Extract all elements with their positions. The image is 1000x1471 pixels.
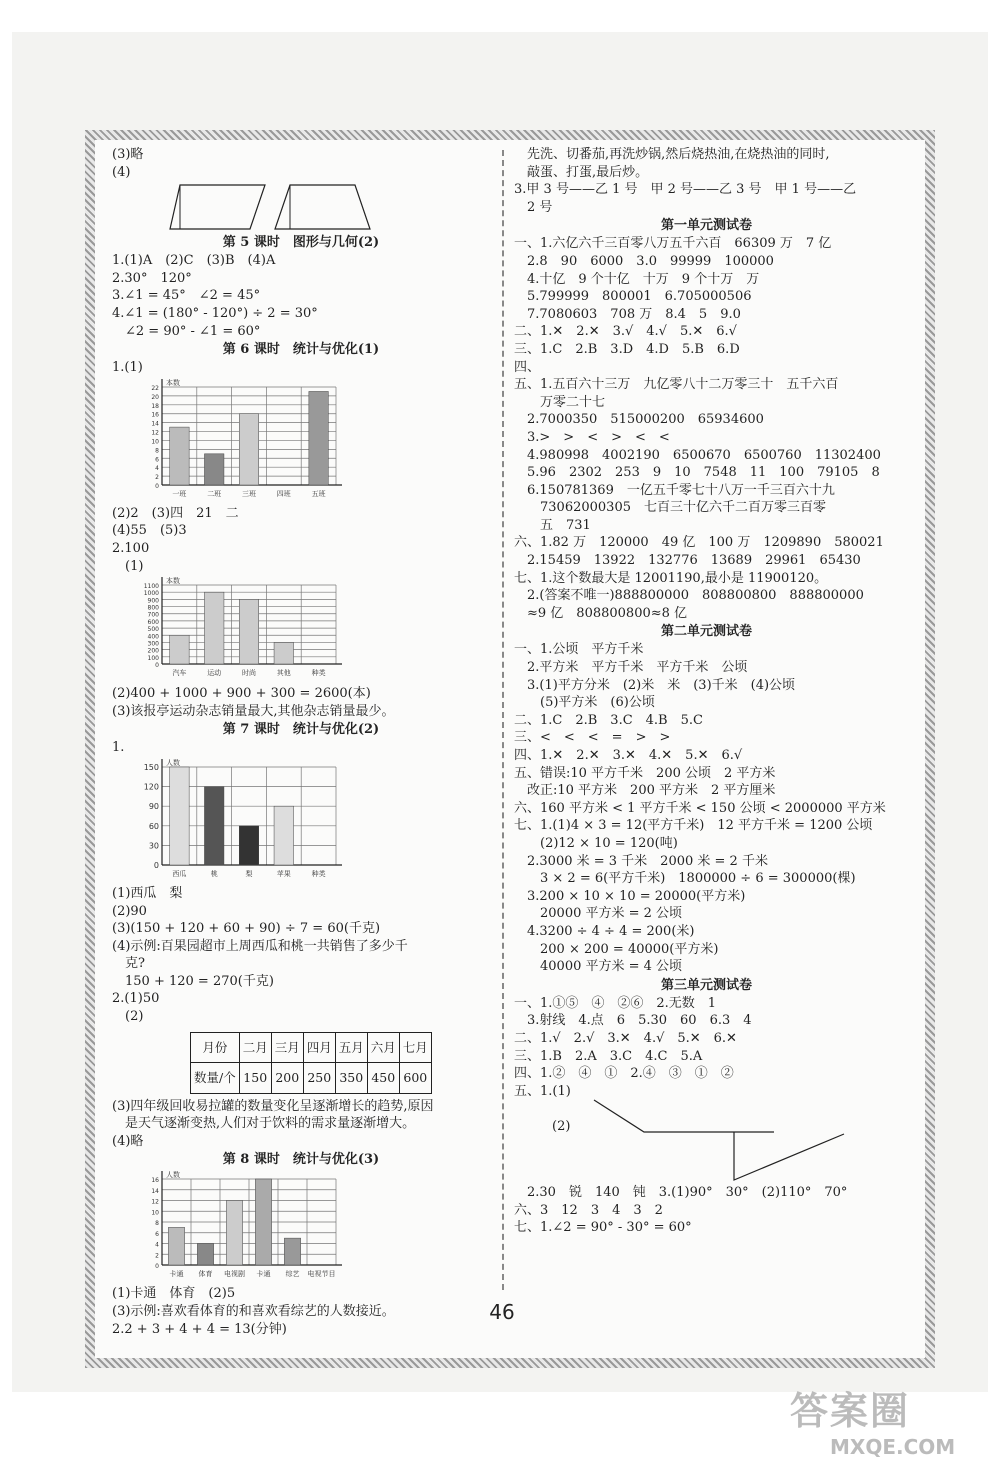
answer-line: 2.30 锐 140 钝 3.(1)90° 30° (2)110° 70° [514,1185,848,1201]
answer-line: (3)示例:喜欢看体育的和喜欢看综艺的人数接近。 [112,1304,395,1320]
bar-1 [204,454,223,485]
answer-line: 2.(1)50 [112,991,160,1007]
y-tick-label: 20 [151,393,159,401]
x-tick-label: 苹果 [276,869,291,878]
bar-2 [239,826,258,865]
angle-figures [552,1100,874,1184]
bar-1 [204,592,223,664]
angle-2 [734,1132,844,1180]
y-tick-label: 16 [151,411,159,419]
answer-line: 5.96 2302 253 9 10 7548 11 100 79105 8 [514,465,880,481]
answer-line: 四、1.✕ 2.✕ 3.✕ 4.✕ 5.✕ 6.√ [514,748,743,763]
trapezoid-2 [275,185,370,229]
answer-line: 2.7000350 515000200 65934600 [514,412,764,428]
x-tick-label: 二班 [207,489,222,498]
answer-line: 2 号 [514,199,553,215]
bar-2 [226,1201,242,1266]
y-tick-label: 0 [155,482,159,490]
answer-line: 一、1.①⑤ ④ ②⑥ 2.无数 1 [514,995,717,1011]
recycling-table [190,1032,432,1094]
table-cell: 月份 [191,1032,240,1063]
y-tick-label: 4 [155,464,159,472]
answer-line: 六、160 平方米 < 1 平方千米 < 150 公顷 < 2000000 平方米 [514,800,886,816]
answer-line: 40000 平方米 = 4 公顷 [514,959,683,975]
answer-line: (4)55 (5)3 [112,523,187,539]
bar-0 [170,767,189,865]
watermark-logo [790,1380,990,1460]
x-tick-label: 汽车 [172,669,187,678]
x-tick-label: 卡通 [169,1270,184,1279]
answer-line: 3.甲 3 号——乙 1 号 甲 2 号——乙 3 号 甲 1 号——乙 [514,182,857,198]
y-axis-label: 本数 [166,577,180,586]
answer-line: (3)(150 + 120 + 60 + 90) ÷ 7 = 60(千克) [112,921,381,937]
answer-line: ∠2 = 90° - ∠1 = 60° [112,323,261,339]
x-tick-label: 种类 [311,669,326,678]
table-cell: 数量/个 [191,1063,240,1094]
bar-4 [284,1239,300,1266]
x-tick-label: 五班 [311,489,326,498]
answer-line: 3 × 2 = 6(平方千米) 1800000 ÷ 6 = 300000(棵) [514,871,856,887]
table-cell: 三月 [271,1032,303,1063]
bar-3 [255,1179,271,1265]
y-tick-label: 500 [147,626,159,634]
table-cell: 七月 [399,1032,431,1063]
y-tick-label: 10 [151,1209,159,1217]
answer-line: 二、1.√ 2.√ 3.✕ 4.√ 5.✕ 6.✕ [514,1030,737,1046]
answer-line: 1.(1) [112,360,143,376]
answer-line: 2.(答案不唯一)888800000 808800800 888800000 [514,588,864,604]
trapezoid-1 [170,185,265,229]
answer-line: 4.∠1 = (180° - 120°) ÷ 2 = 30° [112,305,318,321]
x-tick-label: 梨 [245,869,253,878]
y-tick-label: 30 [148,841,159,851]
answer-line: (4)略 [112,1133,144,1149]
angle-part2-label: (2) [552,1119,571,1135]
answer-line: 五 731 [514,517,591,533]
table-cell: 250 [303,1063,335,1094]
answer-line: (3)略 [112,147,144,162]
answer-line: 五、错误:10 平方千米 200 公顷 2 平方米 [514,765,776,781]
bar-chart-c1 [136,377,366,501]
page-number: 46 [489,1300,515,1324]
y-tick-label: 900 [147,597,159,605]
y-tick-label: 6 [155,456,159,464]
answer-line: 二、1.C 2.B 3.C 4.B 5.C [514,712,703,728]
answer-line: (4)示例:百果园超市上周西瓜和桃一共销售了多少千 [112,938,408,954]
answer-line: (2)2 (3)四 21 二 [112,505,239,521]
y-tick-label: 14 [151,420,159,428]
answer-line: 4.3200 ÷ 4 ÷ 4 = 200(米) [514,923,695,939]
answer-line: 2.30° 120° [112,270,192,286]
y-tick-label: 16 [151,1177,159,1185]
answer-line: 1.(1)A (2)C (3)B (4)A [112,253,276,269]
y-tick-label: 2 [155,1252,159,1260]
x-tick-label: 卡通 [256,1270,271,1279]
table-cell: 四月 [303,1032,335,1063]
chart-container [112,757,490,885]
right-column [514,146,899,1237]
table-cell: 二月 [239,1032,271,1063]
y-tick-label: 8 [155,447,159,455]
y-tick-label: 1100 [143,583,159,591]
answer-line: 三、1.B 2.A 3.C 4.C 5.A [514,1048,703,1064]
y-tick-label: 600 [147,619,159,627]
answer-line: (1) [112,558,144,574]
y-tick-label: 400 [147,633,159,641]
answer-line: 一、1.公顷 平方千米 [514,642,644,658]
answer-line: 2.100 [112,540,150,556]
angle-1 [594,1100,774,1132]
answer-line: 3.(1)平方分米 (2)米 米 (3)千米 (4)公顷 [514,677,796,693]
answer-line: 2.15459 13922 132776 13689 29961 65430 [514,553,861,569]
y-tick-label: 18 [151,402,159,410]
x-tick-label: 综艺 [285,1270,300,1279]
y-tick-label: 0 [155,1263,159,1271]
answer-line: 2.3000 米 = 3 千米 2000 米 = 2 千米 [514,853,768,869]
y-tick-label: 200 [147,647,159,655]
answer-line: (2)90 [112,903,147,919]
answer-line: (2)400 + 1000 + 900 + 300 = 2600(本) [112,686,371,702]
column-divider [502,150,504,1290]
trapezoid-figures [150,181,390,233]
x-tick-label: 运动 [207,669,222,678]
y-tick-label: 22 [151,384,159,392]
answer-line: 7.7080603 708 万 8.4 5 9.0 [514,306,741,322]
y-tick-label: 12 [151,429,159,437]
answer-line: (1)西瓜 梨 [112,885,183,901]
x-tick-label: 其他 [276,669,291,678]
table-cell: 450 [367,1063,399,1094]
answer-line: (3)该报亭运动杂志销量最大,其他杂志销量最少。 [112,703,395,719]
x-tick-label: 种类 [311,869,326,878]
watermark-url: MXQE.COM [830,1435,956,1459]
figure-container [112,181,490,233]
answer-line: 20000 平方米 = 2 公顷 [514,906,683,922]
section-heading: 第 5 课时 图形与几何(2) [222,235,380,251]
chart-container [112,1169,490,1285]
bar-chart-c2 [136,575,366,680]
answer-line: 四、 [514,359,541,375]
answer-line: 4.十亿 9 个十亿 十万 9 个十万 万 [514,271,760,287]
y-tick-label: 6 [155,1231,159,1239]
y-tick-label: 700 [147,611,159,619]
x-tick-label: 三班 [242,489,256,498]
answer-line: 五、1.五百六十三万 九亿零八十二万零三十 五千六百 [514,377,839,393]
chart-container [112,575,490,685]
answer-line: (5)平方米 (6)公顷 [514,695,655,711]
table-row [191,1032,432,1063]
answer-line: 二、1.✕ 2.✕ 3.√ 4.√ 5.✕ 6.√ [514,324,737,340]
answer-line: 73062000305 七百三十亿六千二百万零三百零 [514,500,826,516]
bar-chart-c4 [136,1169,366,1281]
y-tick-label: 14 [151,1188,159,1196]
table-cell: 五月 [335,1032,367,1063]
answer-line: 七、1.(1)4 × 3 = 12(平方千米) 12 平方千米 = 1200 公顷 [514,818,873,834]
answer-line: 5.799999 800001 6.705000506 [514,289,752,305]
answer-line: 敲蛋、打蛋,最后炒。 [514,164,649,180]
y-axis-label: 人数 [166,758,180,767]
x-tick-label: 电视剧 [224,1270,245,1279]
y-tick-label: 800 [147,604,159,612]
y-tick-label: 2 [155,473,159,481]
y-tick-label: 1000 [143,590,159,598]
y-tick-label: 100 [147,654,159,662]
table-cell: 六月 [367,1032,399,1063]
answer-line: 七、1.∠2 = 90° - 30° = 60° [514,1220,692,1236]
bar-4 [309,391,328,485]
answer-line: 2.平方米 平方千米 平方千米 公顷 [514,660,748,676]
answer-line: 3.∠1 = 45° ∠2 = 45° [112,288,261,304]
answer-line: (1)卡通 体育 (2)5 [112,1286,236,1302]
y-tick-label: 90 [148,802,159,812]
x-tick-label: 四班 [276,489,291,498]
answer-line: 三、1.C 2.B 3.D 4.D 5.B 6.D [514,341,740,357]
bar-2 [239,413,258,484]
table-cell: 150 [239,1063,271,1094]
bar-chart-c3 [136,757,366,881]
bar-3 [274,643,293,665]
y-tick-label: 4 [155,1241,159,1249]
y-tick-label: 300 [147,640,159,648]
y-axis-label: 人数 [166,1171,180,1180]
table-cell: 600 [399,1063,431,1094]
answer-line: (2) [112,1009,144,1025]
section-heading: 第二单元测试卷 [660,624,752,640]
y-tick-label: 60 [148,821,159,831]
bar-0 [170,635,189,664]
answer-line: 150 + 120 = 270(千克) [112,973,274,989]
chart-container [112,377,490,505]
x-tick-label: 桃 [210,869,218,878]
answer-line: 3.200 × 10 × 10 = 20000(平方米) [514,888,746,904]
answer-line: 2.8 90 6000 3.0 99999 100000 [514,253,774,269]
y-axis-label: 本数 [166,378,180,387]
y-tick-label: 8 [155,1220,159,1228]
answer-line: (3)四年级回收易拉罐的数量变化呈逐渐增长的趋势,原因 [112,1098,434,1114]
table-cell: 200 [271,1063,303,1094]
x-tick-label: 西瓜 [172,869,187,878]
bar-2 [239,599,258,664]
table-row [191,1063,432,1094]
x-tick-label: 电视节目 [307,1270,336,1279]
answer-line: 三、< < < = > > [514,730,671,746]
answer-line: 是天气逐渐变热,人们对于饮料的需求量逐渐增大。 [112,1116,416,1132]
answer-line: 先洗、切番茄,再洗炒锅,然后烧热油,在烧热油的同时, [514,147,830,162]
section-heading: 第一单元测试卷 [660,218,752,234]
figure-container [514,1100,899,1184]
y-tick-label: 120 [143,782,159,792]
answer-line: (2)12 × 10 = 120(吨) [514,835,678,851]
answer-line: 七、1.这个数最大是 12001190,最小是 11900120。 [514,570,828,586]
answer-line: 克? [112,956,145,972]
answer-line: 2.2 + 3 + 4 + 4 = 13(分钟) [112,1321,287,1337]
answer-line: 1. [112,740,125,756]
answer-line: 3.射线 4.点 6 5.30 60 6.3 4 [514,1013,752,1029]
answer-line: 200 × 200 = 40000(平方米) [514,941,719,957]
bar-0 [170,427,189,485]
y-tick-label: 150 [143,762,159,772]
bar-3 [274,806,293,865]
y-tick-label: 0 [153,860,159,870]
section-heading: 第三单元测试卷 [660,977,752,993]
answer-line: 一、1.六亿六千三百零八万五千六百 66309 万 7 亿 [514,236,832,252]
answer-line: 6.150781369 一亿五千零七十八万一千三百六十九 [514,482,835,498]
answer-line: 改正:10 平方米 200 平方米 2 平方厘米 [514,783,776,799]
bar-0 [168,1228,184,1266]
section-heading: 第 8 课时 统计与优化(3) [222,1152,380,1168]
bar-1 [204,787,223,865]
answer-line: 五、1.(1) [514,1083,571,1099]
watermark-title: 答案圈 [790,1389,911,1433]
answer-line: 万零二十七 [514,394,606,410]
y-tick-label: 0 [155,662,159,670]
y-tick-label: 10 [151,438,159,446]
answer-line: 3.> > < > < < [514,429,670,445]
table-cell: 350 [335,1063,367,1094]
y-tick-label: 12 [151,1198,159,1206]
answer-line: 六、3 12 3 4 3 2 [514,1202,663,1218]
x-tick-label: 时尚 [242,669,256,678]
answer-line: 4.980998 4002190 6500670 6500760 11302400 [514,447,881,463]
section-heading: 第 7 课时 统计与优化(2) [222,722,380,738]
x-tick-label: 一班 [172,489,187,498]
answer-line: ≈9 亿 808800800≈8 亿 [514,605,688,621]
answer-line: (4) [112,164,131,180]
bar-1 [197,1244,213,1266]
answer-line: 六、1.82 万 120000 49 亿 100 万 1209890 580021 [514,535,884,551]
left-column [112,146,490,1338]
answer-line: 四、1.② ④ ① 2.④ ③ ① ② [514,1066,734,1082]
section-heading: 第 6 课时 统计与优化(1) [222,342,380,358]
x-tick-label: 体育 [198,1270,213,1279]
